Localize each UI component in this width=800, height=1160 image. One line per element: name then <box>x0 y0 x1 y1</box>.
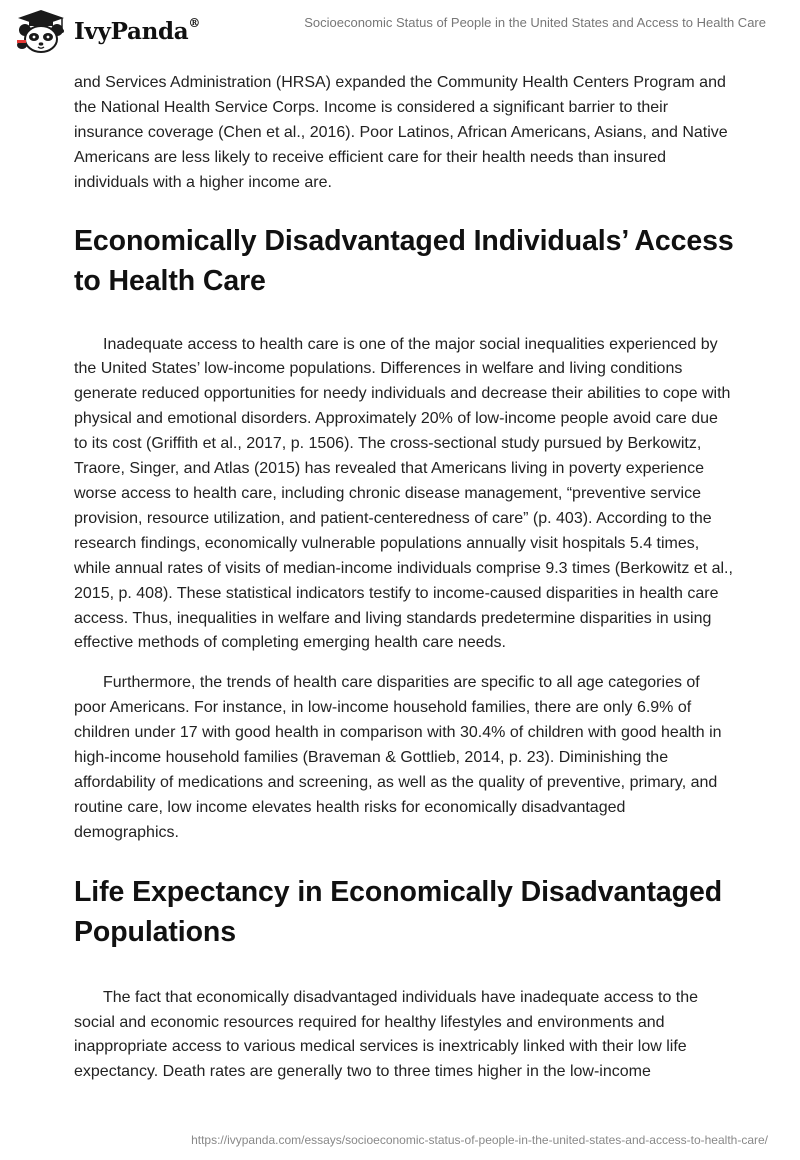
paragraph: Furthermore, the trends of health care disparities are specific to all age categories of poor Americans. For instance, in low-income household families, there are only 6.9% of children under 17 with good health in comparison with 30.4% of children with good health in high-income household families (Braveman & Gottlieb, 2014, p. 23). Diminishing the affordability of medications and screening, as well as the quality of preventive, primary, and routine care, low income elevates health risks for economically disadvantaged demographics. <box>74 674 722 841</box>
page-header <box>0 0 800 62</box>
essay-body <box>74 71 734 1085</box>
registered-mark: ® <box>188 15 201 30</box>
source-url[interactable]: https://ivypanda.com/essays/socioeconomic-status-of-people-in-the-united-states-and-access-to-health-care/ <box>191 1133 768 1147</box>
section-heading-life-expectancy <box>74 872 734 952</box>
panda-graduate-icon <box>14 8 68 54</box>
document-title: Socioeconomic Status of People in the United States and Access to Health Care <box>304 15 766 30</box>
paragraph: The fact that economically disadvantaged individuals have inadequate access to the social and economic resources required for healthy lifestyles and environments and inappropriate access to various medical services is inextricably linked with their low life expectancy. Death rates are generally two to three times higher in the low-income <box>74 988 699 1081</box>
logo-text: IvyPanda® <box>74 15 201 45</box>
paragraph-continued: and Services Administration (HRSA) expanded the Community Health Centers Program and the National Health Service Corps. Income is considered a significant barrier to their insurance coverage (Chen et al., 2016). Poor Latinos, African Americans, Asians, and Native Americans are less likely to receive efficient care for their health needs than insured individuals with a higher income are. <box>74 74 728 191</box>
ivypanda-logo[interactable] <box>14 8 200 54</box>
paragraph: Inadequate access to health care is one of the major social inequalities experienced by the United States’ low-income populations. Differences in welfare and living conditions generate reduced opportunities for needy individuals and decrease their abilities to cope with physical and emotional disorders. Approximately 20% of low-income people avoid care due to its cost (Griffith et al., 2017, p. 1506). The cross-sectional study pursued by Berkowitz, Traore, Singer, and Atlas (2015) has revealed that Americans living in poverty experience worse access to health care, including chronic disease management, “preventive service provision, resource utilization, and patient-centeredness of care” (p. 403). According to the research findings, economically vulnerable populations annually visit hospitals 5.4 times, while annual rates of visits of median-income individuals comprise 9.3 times (Berkowitz et al., 2015, p. 408). These statistical indicators testify to income-caused disparities in health care access. Thus, inequalities in welfare and living standards predetermine disparities in using effective methods of completing emerging health care needs. <box>74 335 733 652</box>
section-heading-text: Economically Disadvantaged Individuals’ Access to Health Care <box>74 224 734 297</box>
section-heading-text: Life Expectancy in Economically Disadvantaged Populations <box>74 875 723 948</box>
section-heading-access <box>74 221 734 301</box>
